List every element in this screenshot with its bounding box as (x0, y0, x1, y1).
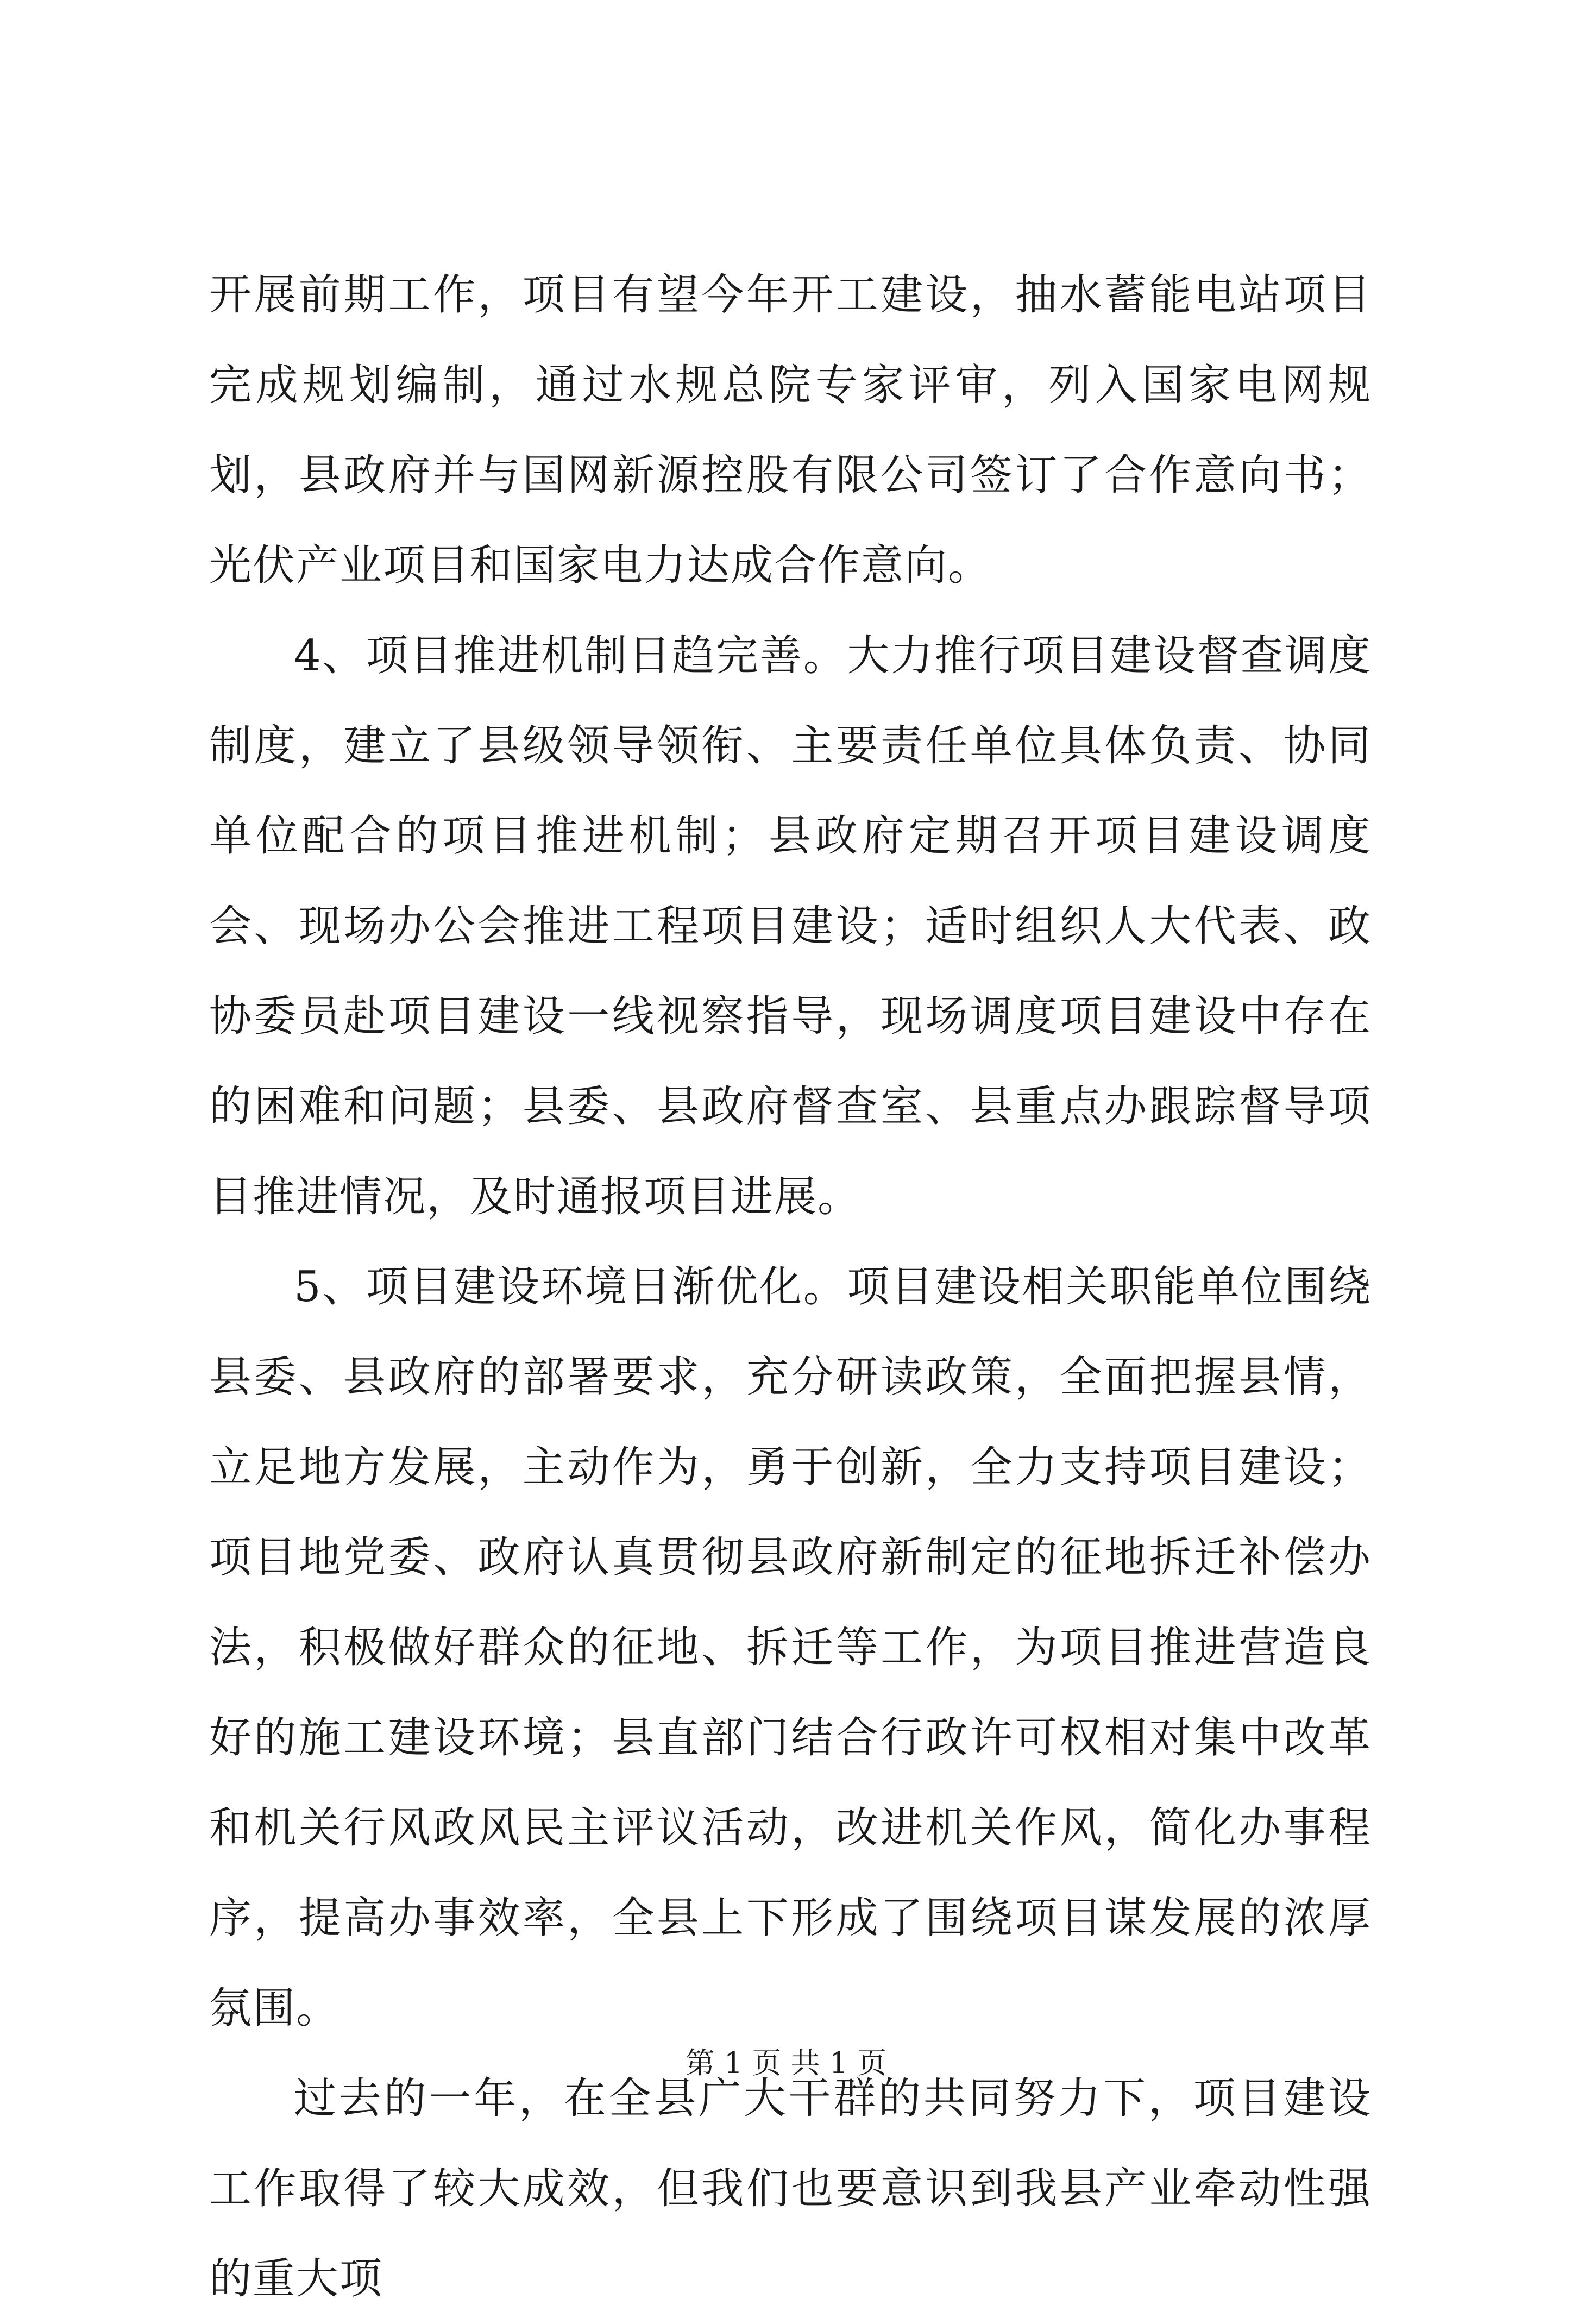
page-footer: 第 1 页 共 1 页 (685, 2046, 887, 2080)
paragraph-1: 开展前期工作，项目有望今年开工建设，抽水蓄能电站项目完成规划编制，通过水规总院专家评审，列入国家电网规划，县政府并与国网新源控股有限公司签订了合作意向书；光伏产业项目和国家电力达成合作意向。 (209, 271, 1372, 590)
paragraph-3: 5、项目建设环境日渐优化。项目建设相关职能单位围绕县委、县政府的部署要求，充分研读政策，全面把握县情，立足地方发展，主动作为，勇于创新，全力支持项目建设；项目地党委、政府认真贯彻县政府新制定的征地拆迁补偿办法，积极做好群众的征地、拆迁等工作，为项目推进营造良好的施工建设环境；县直部门结合行政许可权相对集中改革和机关行风政风民主评议活动，改进机关作风，简化办事程序，提高办事效率，全县上下形成了围绕项目谋发展的浓厚氛围。 (209, 1263, 1372, 2033)
paragraph-2: 4、项目推进机制日趋完善。大力推行项目建设督查调度制度，建立了县级领导领衔、主要责任单位具体负责、协同单位配合的项目推进机制；县政府定期召开项目建设调度会、现场办公会推进工程项目建设；适时组织人大代表、政协委员赴项目建设一线视察指导，现场调度项目建设中存在的困难和问题；县委、县政府督查室、县重点办跟踪督导项目推进情况，及时通报项目进展。 (209, 631, 1372, 1221)
paragraph-4: 过去的一年，在全县广大干群的共同努力下，项目建设工作取得了较大成效，但我们也要意识到我县产业牵动性强的重大项 (209, 2074, 1372, 2303)
document-body (209, 250, 1372, 2324)
